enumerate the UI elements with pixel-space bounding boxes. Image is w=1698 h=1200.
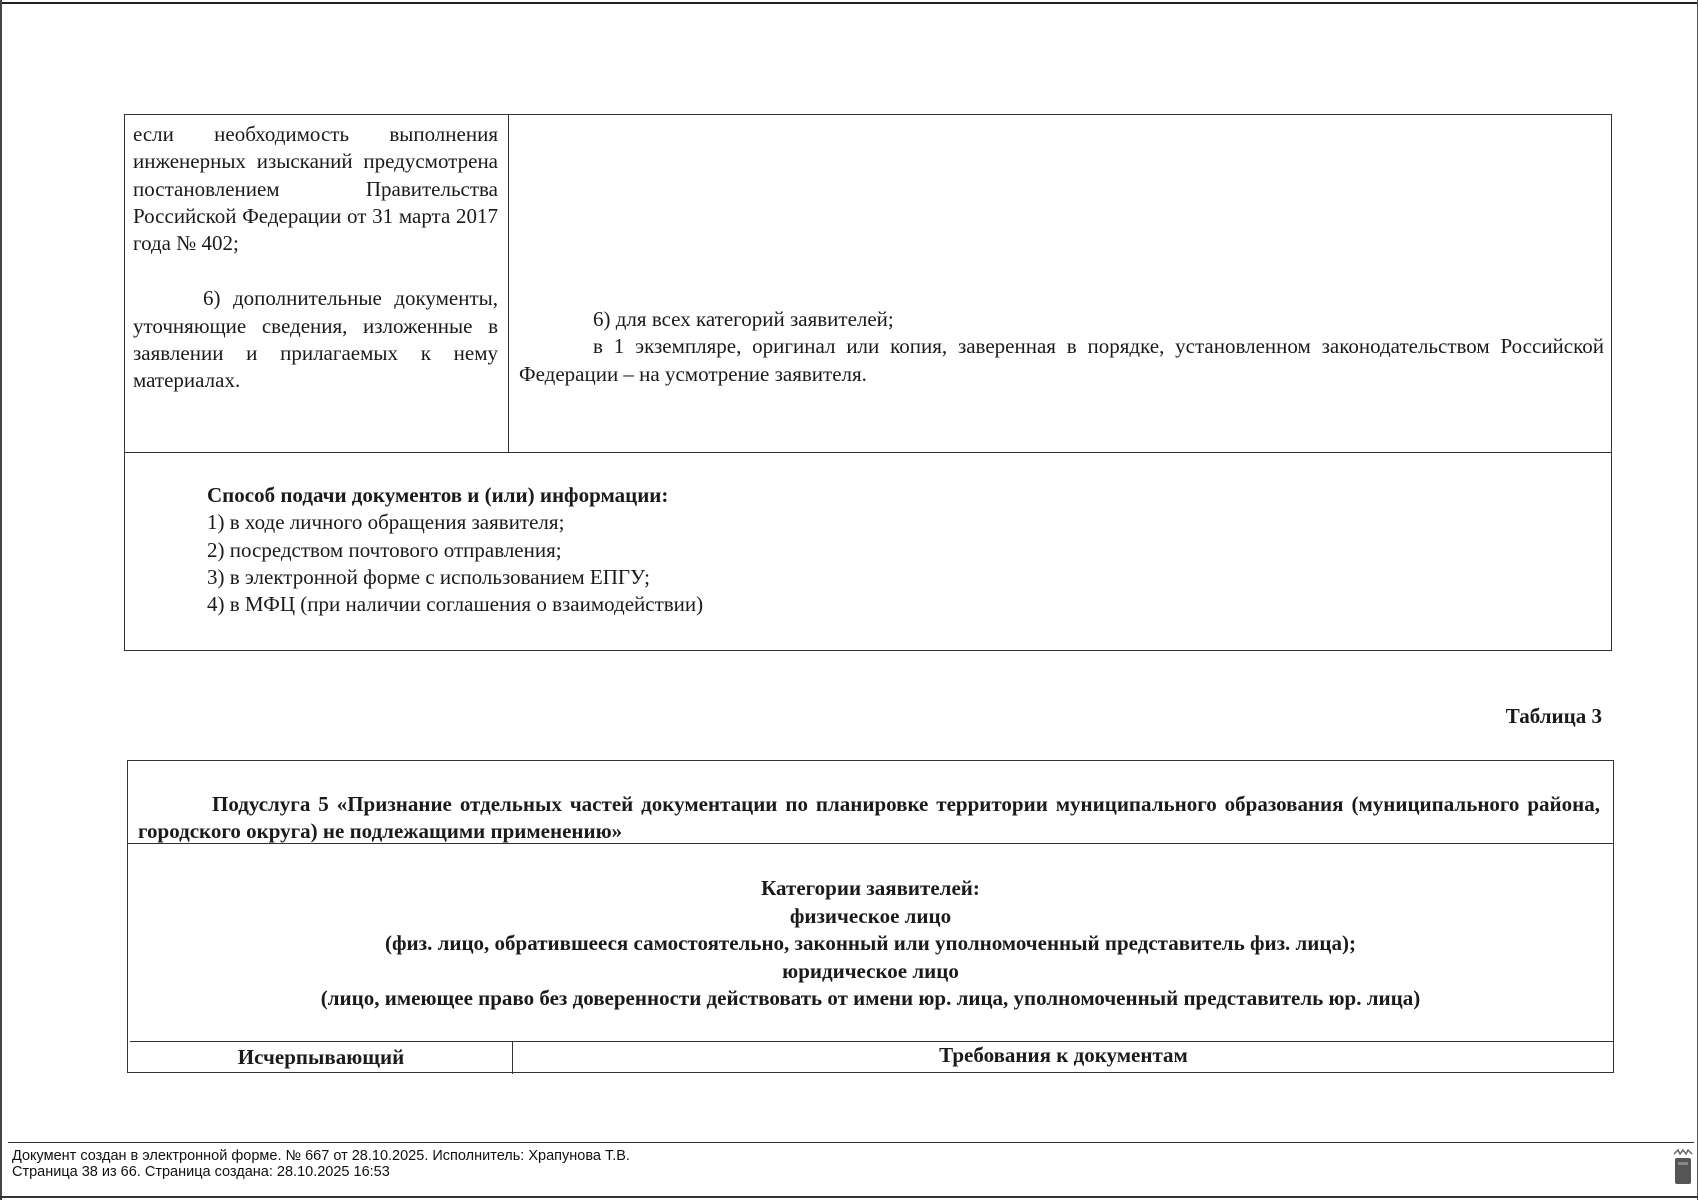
- requirement-item-6: 6) для всех категорий заявителей;: [593, 307, 894, 331]
- submission-item: 3) в электронной форме с использованием ЕПГУ;: [207, 564, 650, 589]
- category-individual-detail: (физ. лицо, обратившееся самостоятельно, законный или уполномоченный представитель физ. лица);: [385, 931, 1356, 955]
- row-divider: [130, 1041, 1613, 1042]
- page-bottom-edge: [0, 1196, 1698, 1198]
- submission-item: 4) в МФЦ (при наличии соглашения о взаимодействии): [207, 592, 704, 617]
- submission-heading: Способ подачи документов и (или) информации:: [207, 483, 669, 507]
- document-list-cell: [133, 121, 498, 395]
- footer-line-2: Страница 38 из 66. Страница создана: 28.10.2025 16:53: [12, 1164, 390, 1180]
- table-3: [127, 760, 1614, 1073]
- documents-table-continued: [124, 114, 1612, 651]
- column-header-list: Исчерпывающий: [237, 1045, 405, 1069]
- footer-divider: [8, 1142, 1694, 1143]
- column-divider: [512, 1041, 513, 1074]
- page-top-edge: [0, 2, 1698, 4]
- document-stamp-icon: [1672, 1148, 1694, 1186]
- document-footer: [12, 1148, 630, 1180]
- category-legal-entity: юридическое лицо: [782, 958, 959, 983]
- page-left-edge: [0, 0, 2, 1200]
- document-item-text: если необходимость выполнения инженерных изысканий предусмотрена постановлением Правительства Российской Федерации от 31 марта 2017 года № 402;: [133, 122, 498, 256]
- column-divider: [508, 115, 509, 452]
- column-header-requirements: Требования к документам: [939, 1043, 1188, 1067]
- document-item-6: 6) дополнительные документы, уточняющие сведения, изложенные в заявлении и прилагаемых к нему материалах.: [133, 286, 498, 393]
- submission-methods: [207, 482, 703, 618]
- table-caption: Таблица 3: [1505, 704, 1602, 728]
- requirement-item-6-detail: в 1 экземпляре, оригинал или копия, заверенная в порядке, установленном законодательством Российской Федерации – на усмотрение заявителя.: [519, 334, 1604, 386]
- row-divider: [128, 843, 1613, 844]
- subservice-title: Подуслуга 5 «Признание отдельных частей документации по планировке территории муниципального образования (муниципального района, городского округа) не подлежащими применению»: [138, 792, 1600, 843]
- categories-heading: Категории заявителей:: [761, 876, 980, 900]
- submission-item: 2) посредством почтового отправления;: [207, 537, 562, 562]
- category-legal-entity-detail: (лицо, имеющее право без доверенности действовать от имени юр. лица, уполномоченный представитель юр. лица): [320, 986, 1421, 1010]
- applicant-categories: [128, 875, 1613, 1013]
- table-row: [125, 115, 1611, 453]
- category-individual: физическое лицо: [789, 903, 952, 928]
- requirements-cell: [519, 306, 1604, 388]
- submission-item: 1) в ходе личного обращения заявителя;: [207, 510, 565, 535]
- footer-line-1: Документ создан в электронной форме. № 667 от 28.10.2025. Исполнитель: Храпунова Т.В.: [12, 1148, 630, 1164]
